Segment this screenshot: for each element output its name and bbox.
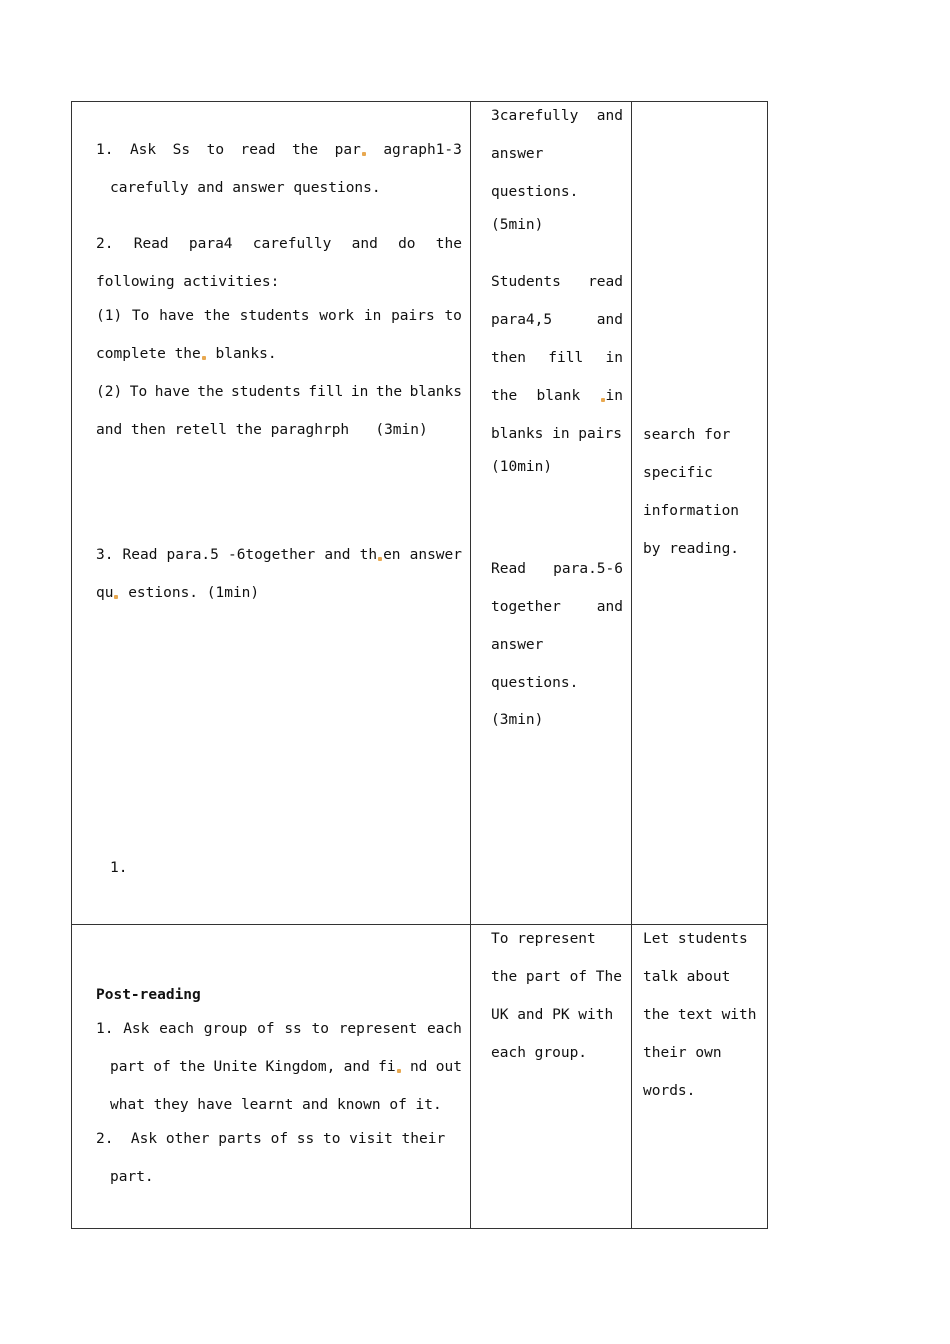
sub1-line2: complete the blanks.	[96, 346, 277, 362]
student-line: 3carefully and	[491, 108, 623, 124]
student-line: together and	[491, 599, 623, 615]
teacher-activity-cell	[72, 925, 471, 1229]
student-line: the blank in	[491, 388, 623, 404]
purpose-line: by reading.	[643, 541, 740, 557]
student-line: each group.	[491, 1045, 588, 1061]
item3-line1: 3. Read para.5 -6together and th en answer	[96, 547, 462, 563]
student-line: questions.	[491, 675, 579, 691]
section-heading: Post-reading	[96, 987, 201, 1003]
purpose-line: talk about	[643, 969, 731, 985]
item2-line2: following activities:	[96, 274, 280, 290]
student-line: the part of The	[491, 969, 622, 985]
item1-line1: 1. Ask Ss to read the par agraph1-3	[96, 142, 462, 158]
post-item2-line2: part.	[110, 1169, 154, 1185]
table-row	[72, 925, 768, 1229]
post-item1-line1: 1. Ask each group of ss to represent each	[96, 1021, 462, 1037]
student-line: answer	[491, 146, 544, 162]
student-line: Read para.5-6	[491, 561, 623, 577]
purpose-line: their own	[643, 1045, 722, 1061]
post-item1-line2: part of the Unite Kingdom, and fi nd out	[110, 1059, 462, 1075]
purpose-cell	[632, 925, 768, 1229]
student-line: para4,5 and	[491, 312, 623, 328]
stray-list-number: 1.	[110, 860, 128, 876]
purpose-cell	[632, 102, 768, 925]
student-activity-cell	[471, 925, 632, 1229]
purpose-line: specific	[643, 465, 713, 481]
lesson-plan-table	[71, 101, 768, 1229]
purpose-line: the text with	[643, 1007, 757, 1023]
student-line: (10min)	[491, 459, 553, 475]
edit-mark-icon	[362, 152, 366, 156]
student-line: (5min)	[491, 217, 544, 233]
item3-line2: qu estions. (1min)	[96, 585, 260, 601]
student-line: then fill in	[491, 350, 623, 366]
edit-mark-icon	[114, 595, 118, 599]
student-line: (3min)	[491, 712, 544, 728]
sub2-line2: and then retell the paraghrph (3min)	[96, 422, 428, 438]
item2-line1: 2. Read para4 carefully and do the	[96, 236, 462, 252]
student-line: Students read	[491, 274, 623, 290]
post-item1-line3: what they have learnt and known of it.	[110, 1097, 442, 1113]
purpose-line: Let students	[643, 931, 748, 947]
sub1-line1: (1) To have the students work in pairs to	[96, 308, 462, 324]
edit-mark-icon	[397, 1069, 401, 1073]
student-line: blanks in pairs	[491, 426, 622, 442]
edit-mark-icon	[202, 356, 206, 360]
teacher-activity-cell	[72, 102, 471, 925]
student-line: answer	[491, 637, 544, 653]
purpose-line: search for	[643, 427, 731, 443]
post-item2-line1: 2. Ask other parts of ss to visit their	[96, 1131, 446, 1147]
purpose-line: information	[643, 503, 740, 519]
student-line: questions.	[491, 184, 579, 200]
sub2-line1: (2) To have the students fill in the blanks	[96, 384, 462, 400]
edit-mark-icon	[601, 398, 605, 402]
student-line: To represent	[491, 931, 596, 947]
table-row	[72, 102, 768, 925]
purpose-line: words.	[643, 1083, 696, 1099]
student-activity-cell	[471, 102, 632, 925]
edit-mark-icon	[378, 557, 382, 561]
student-line: UK and PK with	[491, 1007, 614, 1023]
item1-line2: carefully and answer questions.	[110, 180, 381, 196]
